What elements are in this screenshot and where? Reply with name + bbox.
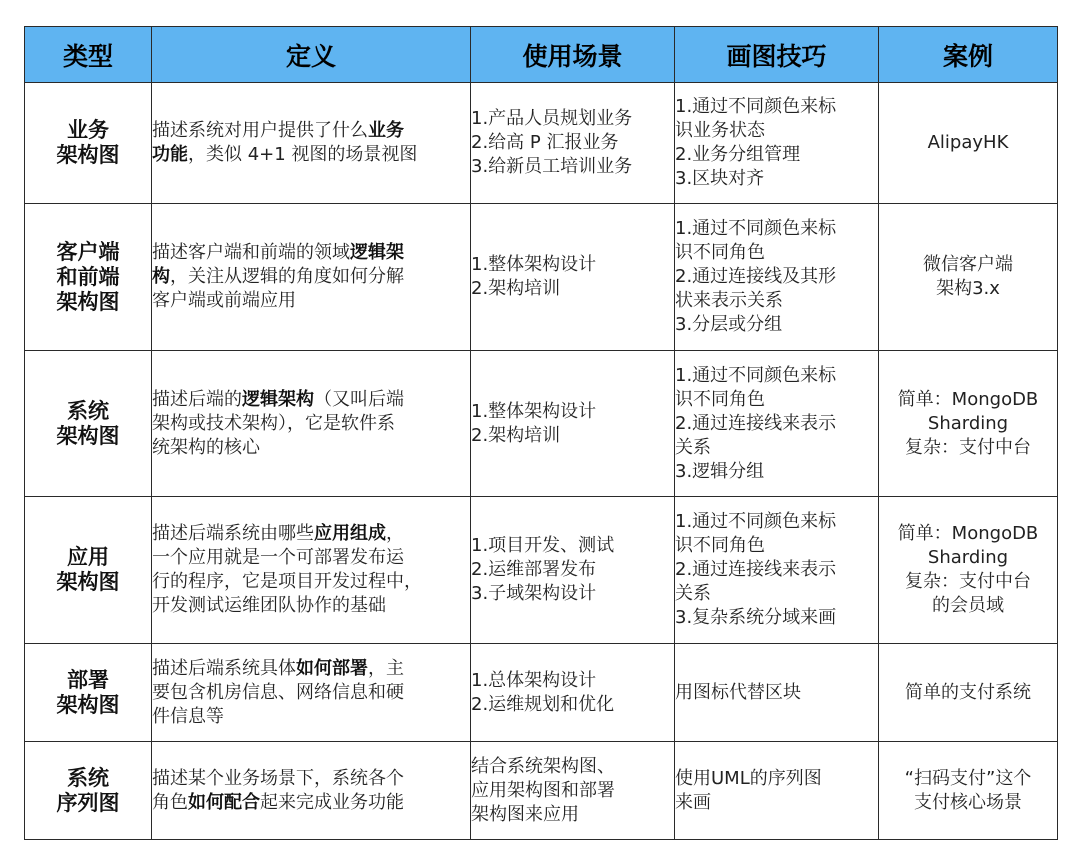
tips-line: 识不同角色	[675, 535, 765, 556]
cell-type	[25, 83, 152, 204]
definition-line	[152, 705, 470, 729]
definition-text: （又叫后端	[314, 388, 404, 410]
scenario-line: 1.整体架构设计	[471, 254, 597, 275]
type-line: 客户端	[56, 239, 120, 264]
scenario-line: 3.给新员工培训业务	[471, 156, 633, 177]
cell-tips	[675, 351, 879, 497]
case-line: 简单：MongoDB	[897, 388, 1039, 410]
scenario-line: 架构图来应用	[471, 803, 579, 825]
type-line: 架构图	[56, 423, 120, 448]
cell-tips	[675, 83, 879, 204]
scenario-line: 2.架构培训	[471, 278, 561, 299]
tips-line: 识不同角色	[675, 242, 765, 263]
table-row	[25, 204, 1058, 351]
header-scenario: 使用场景	[471, 27, 675, 83]
definition-text: 角色	[152, 791, 188, 813]
definition-line	[152, 570, 470, 594]
cell-definition	[152, 742, 471, 840]
scenario-line: 结合系统架构图、	[471, 755, 615, 777]
cell-case	[879, 204, 1058, 351]
case-line: “扫码支付”这个	[904, 767, 1032, 789]
definition-text: 架构或技术架构），它是软件系	[152, 412, 395, 434]
cell-case	[879, 644, 1058, 742]
definition-line	[152, 289, 470, 313]
tips-line: 2.通过连接线及其形	[675, 266, 837, 287]
case-line: 的会员域	[932, 595, 1004, 616]
tips-line: 用图标代替区块	[675, 681, 801, 703]
definition-emphasis: 业务	[368, 120, 404, 141]
definition-emphasis: 如何配合	[188, 791, 260, 813]
definition-emphasis: 构	[152, 266, 170, 287]
type-line: 架构图	[56, 289, 120, 314]
definition-text: ，	[386, 523, 404, 544]
cell-tips	[675, 497, 879, 644]
type-line: 架构图	[56, 692, 120, 717]
architecture-diagram-table-container	[24, 26, 1057, 840]
type-line: 架构图	[56, 143, 120, 167]
type-line: 业务	[67, 118, 109, 142]
cell-tips	[675, 742, 879, 840]
definition-line	[152, 436, 470, 460]
scenario-line: 2.给高 P 汇报业务	[471, 132, 619, 153]
case-line: 微信客户端	[923, 254, 1013, 275]
definition-line	[152, 265, 470, 289]
definition-line	[152, 522, 470, 546]
scenario-line: 1.项目开发、测试	[471, 535, 615, 556]
scenario-line: 1.产品人员规划业务	[471, 108, 633, 129]
cell-definition	[152, 497, 471, 644]
case-line: 架构3.x	[936, 278, 1000, 299]
table-row	[25, 742, 1058, 840]
definition-text: 描述后端系统由哪些	[152, 523, 314, 544]
cell-case	[879, 83, 1058, 204]
type-line: 应用	[67, 545, 109, 569]
definition-text: 描述某个业务场景下，系统各个	[152, 767, 404, 789]
table-row	[25, 83, 1058, 204]
case-line: AlipayHK	[927, 132, 1009, 153]
tips-line: 来画	[675, 791, 711, 813]
type-line: 和前端	[56, 264, 120, 289]
cell-type	[25, 351, 152, 497]
header-case: 案例	[879, 27, 1058, 83]
cell-type	[25, 204, 152, 351]
scenario-line: 2.架构培训	[471, 424, 561, 446]
case-line: Sharding	[927, 547, 1009, 568]
cell-tips	[675, 644, 879, 742]
tips-line: 3.分层或分组	[675, 314, 783, 335]
definition-line	[152, 791, 470, 815]
case-line: 简单：MongoDB	[897, 523, 1039, 544]
tips-line: 关系	[675, 436, 711, 458]
cell-definition	[152, 83, 471, 204]
cell-case	[879, 351, 1058, 497]
header-row	[25, 27, 1058, 83]
scenario-line: 1.整体架构设计	[471, 400, 597, 422]
scenario-line: 1.总体架构设计	[471, 669, 597, 691]
type-line: 系统	[67, 398, 109, 423]
cell-case	[879, 742, 1058, 840]
case-line: 简单的支付系统	[905, 681, 1031, 703]
cell-tips	[675, 204, 879, 351]
cell-scenario	[471, 497, 675, 644]
architecture-diagram-table	[24, 26, 1058, 840]
definition-line	[152, 412, 470, 436]
scenario-line: 2.运维部署发布	[471, 559, 597, 580]
tips-line: 识业务状态	[675, 120, 765, 141]
type-line: 部署	[67, 667, 109, 692]
tips-line: 使用UML的序列图	[675, 767, 822, 789]
tips-line: 识不同角色	[675, 388, 765, 410]
scenario-line: 3.子域架构设计	[471, 583, 597, 604]
definition-text: 描述客户端和前端的领域	[152, 242, 350, 263]
tips-line: 3.逻辑分组	[675, 460, 765, 482]
tips-line: 1.通过不同颜色来标	[675, 511, 837, 532]
cell-scenario	[471, 83, 675, 204]
definition-text: ，关注从逻辑的角度如何分解	[170, 266, 404, 287]
case-line: Sharding	[927, 412, 1009, 434]
type-line: 系统	[67, 765, 109, 790]
definition-text: ，类似 4+1 视图的场景视图	[188, 144, 418, 165]
definition-line	[152, 546, 470, 570]
case-line: 支付核心场景	[914, 791, 1022, 813]
table-row	[25, 351, 1058, 497]
tips-line: 3.复杂系统分域来画	[675, 607, 837, 628]
definition-text: ，主	[368, 657, 404, 679]
definition-emphasis: 如何部署	[296, 657, 368, 679]
header-tips: 画图技巧	[675, 27, 879, 83]
tips-line: 1.通过不同颜色来标	[675, 364, 837, 386]
definition-text: 描述后端系统具体	[152, 657, 296, 679]
definition-text: 描述后端的	[152, 388, 242, 410]
definition-text: 客户端或前端应用	[152, 290, 296, 311]
definition-text: 开发测试运维团队协作的基础	[152, 595, 386, 616]
definition-line	[152, 681, 470, 705]
case-line: 复杂：支付中台	[905, 436, 1031, 458]
tips-line: 2.通过连接线来表示	[675, 559, 837, 580]
definition-text: 行的程序，它是项目开发过程中，	[152, 571, 422, 592]
header-definition: 定义	[152, 27, 471, 83]
tips-line: 关系	[675, 583, 711, 604]
definition-emphasis: 应用组成	[314, 523, 386, 544]
definition-line	[152, 594, 470, 618]
cell-type	[25, 497, 152, 644]
definition-line	[152, 767, 470, 791]
cell-type	[25, 644, 152, 742]
cell-definition	[152, 644, 471, 742]
tips-line: 状来表示关系	[675, 290, 783, 311]
definition-line	[152, 119, 470, 143]
cell-case	[879, 497, 1058, 644]
type-line: 序列图	[56, 790, 120, 815]
definition-emphasis: 逻辑架	[350, 242, 404, 263]
definition-line	[152, 388, 470, 412]
table-row	[25, 644, 1058, 742]
definition-emphasis: 逻辑架构	[242, 388, 314, 410]
tips-line: 2.业务分组管理	[675, 144, 801, 165]
cell-scenario	[471, 351, 675, 497]
scenario-line: 应用架构图和部署	[471, 779, 615, 801]
cell-definition	[152, 351, 471, 497]
tips-line: 1.通过不同颜色来标	[675, 218, 837, 239]
cell-scenario	[471, 742, 675, 840]
definition-line	[152, 143, 470, 167]
definition-text: 一个应用就是一个可部署发布运	[152, 547, 404, 568]
tips-line: 2.通过连接线来表示	[675, 412, 837, 434]
cell-scenario	[471, 644, 675, 742]
cell-type	[25, 742, 152, 840]
cell-scenario	[471, 204, 675, 351]
table-row	[25, 497, 1058, 644]
type-line: 架构图	[56, 570, 120, 594]
header-type: 类型	[25, 27, 152, 83]
tips-line: 3.区块对齐	[675, 168, 765, 189]
definition-line	[152, 241, 470, 265]
definition-text: 描述系统对用户提供了什么	[152, 120, 368, 141]
tips-line: 1.通过不同颜色来标	[675, 96, 837, 117]
definition-text: 统架构的核心	[152, 436, 260, 458]
definition-text: 要包含机房信息、网络信息和硬	[152, 681, 404, 703]
cell-definition	[152, 204, 471, 351]
definition-text: 起来完成业务功能	[260, 791, 404, 813]
scenario-line: 2.运维规划和优化	[471, 693, 615, 715]
definition-text: 件信息等	[152, 705, 224, 727]
definition-line	[152, 657, 470, 681]
case-line: 复杂：支付中台	[905, 571, 1031, 592]
definition-emphasis: 功能	[152, 144, 188, 165]
